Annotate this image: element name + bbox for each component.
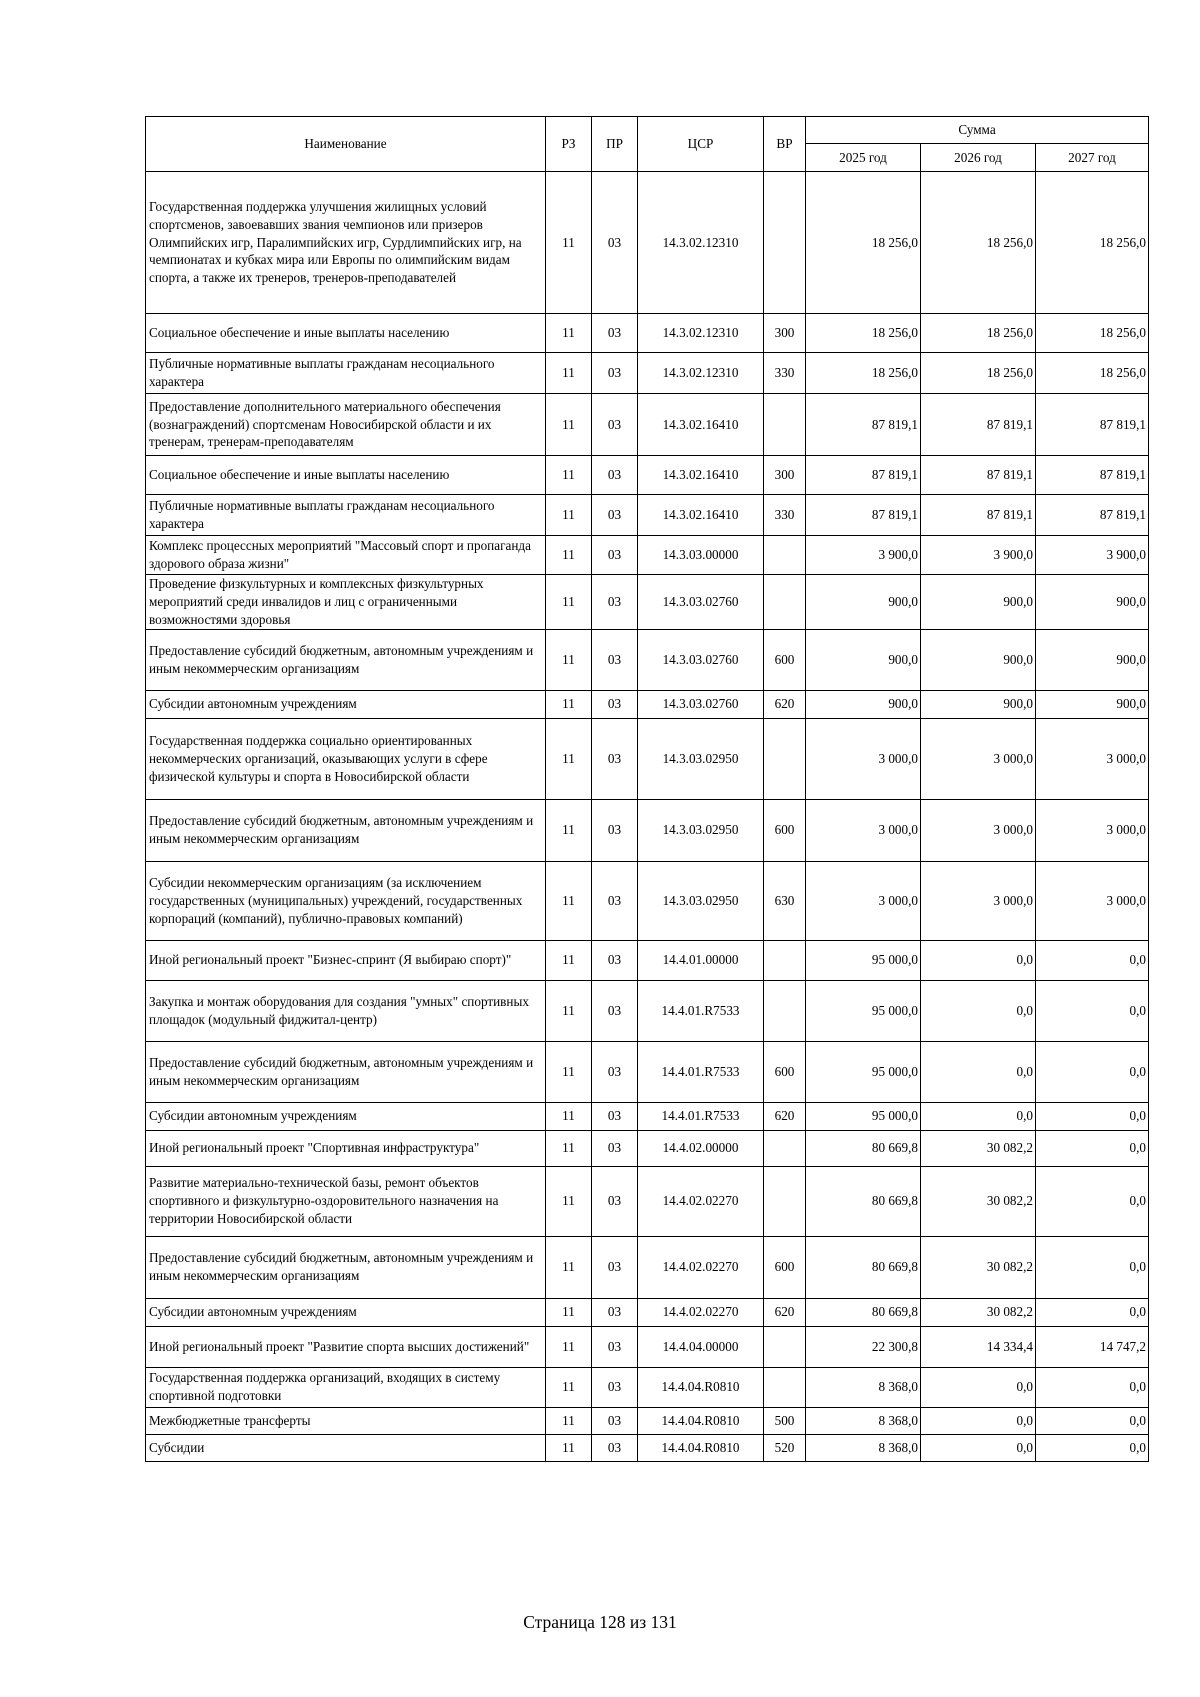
row-vr: 600: [764, 1041, 806, 1102]
col-header-2025: 2025 год: [806, 144, 921, 172]
table-row: [146, 980, 1149, 1041]
col-header-csr: ЦСР: [638, 117, 764, 172]
row-sum-2025: 95 000,0: [806, 980, 921, 1041]
row-name: Социальное обеспечение и иные выплаты населению: [146, 314, 546, 353]
row-pr: 03: [592, 940, 638, 980]
row-name: Межбюджетные трансферты: [146, 1407, 546, 1434]
row-csr: 14.4.01.R7533: [638, 1041, 764, 1102]
row-sum-2027: 87 819,1: [1036, 394, 1149, 456]
row-name: Публичные нормативные выплаты гражданам несоциального характера: [146, 495, 546, 536]
row-sum-2027: 0,0: [1036, 1236, 1149, 1298]
row-rz: 11: [546, 1367, 592, 1407]
row-name: Государственная поддержка организаций, входящих в систему спортивной подготовки: [146, 1367, 546, 1407]
table-row: [146, 394, 1149, 456]
row-pr: 03: [592, 1367, 638, 1407]
row-sum-2027: 0,0: [1036, 1407, 1149, 1434]
col-header-pr: ПР: [592, 117, 638, 172]
row-sum-2026: 900,0: [921, 575, 1036, 630]
row-sum-2025: 900,0: [806, 575, 921, 630]
row-rz: 11: [546, 495, 592, 536]
row-pr: 03: [592, 353, 638, 394]
row-sum-2025: 87 819,1: [806, 495, 921, 536]
row-rz: 11: [546, 1434, 592, 1461]
row-pr: 03: [592, 1236, 638, 1298]
row-csr: 14.4.02.02270: [638, 1298, 764, 1326]
row-sum-2026: 0,0: [921, 1041, 1036, 1102]
row-rz: 11: [546, 314, 592, 353]
row-vr: [764, 1166, 806, 1236]
table-row: [146, 629, 1149, 690]
row-sum-2025: 18 256,0: [806, 172, 921, 314]
row-sum-2026: 3 000,0: [921, 718, 1036, 799]
row-sum-2026: 14 334,4: [921, 1326, 1036, 1367]
row-rz: 11: [546, 536, 592, 575]
row-sum-2025: 80 669,8: [806, 1298, 921, 1326]
row-sum-2027: 87 819,1: [1036, 495, 1149, 536]
row-csr: 14.3.03.02950: [638, 718, 764, 799]
row-csr: 14.3.03.02950: [638, 861, 764, 940]
row-sum-2025: 80 669,8: [806, 1130, 921, 1166]
row-vr: 620: [764, 1298, 806, 1326]
row-pr: 03: [592, 575, 638, 630]
row-vr: 300: [764, 456, 806, 495]
row-sum-2027: 900,0: [1036, 629, 1149, 690]
table-row: [146, 495, 1149, 536]
row-csr: 14.4.01.00000: [638, 940, 764, 980]
row-name: Иной региональный проект "Бизнес-спринт (Я выбираю спорт)": [146, 940, 546, 980]
row-rz: 11: [546, 1298, 592, 1326]
row-csr: 14.4.01.R7533: [638, 980, 764, 1041]
row-sum-2026: 30 082,2: [921, 1236, 1036, 1298]
row-csr: 14.3.03.02760: [638, 690, 764, 718]
row-sum-2026: 0,0: [921, 980, 1036, 1041]
row-sum-2027: 0,0: [1036, 1130, 1149, 1166]
row-csr: 14.3.02.12310: [638, 353, 764, 394]
row-sum-2027: 900,0: [1036, 575, 1149, 630]
row-csr: 14.3.02.12310: [638, 314, 764, 353]
row-pr: 03: [592, 980, 638, 1041]
row-rz: 11: [546, 1041, 592, 1102]
row-pr: 03: [592, 536, 638, 575]
row-csr: 14.3.03.02760: [638, 575, 764, 630]
row-sum-2027: 3 900,0: [1036, 536, 1149, 575]
row-name: Социальное обеспечение и иные выплаты населению: [146, 456, 546, 495]
row-csr: 14.3.02.12310: [638, 172, 764, 314]
row-name: Проведение физкультурных и комплексных физкультурных мероприятий среди инвалидов и лиц с ограниченными возможностями здоровья: [146, 575, 546, 630]
page-number: Страница 128 из 131: [523, 1612, 677, 1632]
row-sum-2026: 0,0: [921, 1367, 1036, 1407]
row-sum-2025: 18 256,0: [806, 353, 921, 394]
table-row: [146, 1326, 1149, 1367]
table-row: [146, 861, 1149, 940]
row-csr: 14.3.03.02950: [638, 799, 764, 861]
row-rz: 11: [546, 629, 592, 690]
row-vr: 520: [764, 1434, 806, 1461]
table-row: [146, 1298, 1149, 1326]
row-name: Публичные нормативные выплаты гражданам несоциального характера: [146, 353, 546, 394]
row-name: Комплекс процессных мероприятий "Массовый спорт и пропаганда здорового образа жизни": [146, 536, 546, 575]
row-vr: [764, 575, 806, 630]
row-vr: 300: [764, 314, 806, 353]
row-sum-2027: 0,0: [1036, 1434, 1149, 1461]
row-pr: 03: [592, 690, 638, 718]
table-row: [146, 1166, 1149, 1236]
row-pr: 03: [592, 629, 638, 690]
row-sum-2026: 900,0: [921, 690, 1036, 718]
row-sum-2026: 3 000,0: [921, 799, 1036, 861]
row-sum-2027: 0,0: [1036, 1298, 1149, 1326]
row-rz: 11: [546, 456, 592, 495]
row-vr: [764, 718, 806, 799]
table-row: [146, 1102, 1149, 1130]
row-name: Государственная поддержка социально ориентированных некоммерческих организаций, оказывающих услуги в сфере физической культуры и спорта в Новосибирской области: [146, 718, 546, 799]
row-sum-2027: 18 256,0: [1036, 314, 1149, 353]
row-name: Предоставление субсидий бюджетным, автономным учреждениям и иным некоммерческим организациям: [146, 1041, 546, 1102]
row-rz: 11: [546, 1102, 592, 1130]
table-row: [146, 575, 1149, 630]
row-sum-2026: 18 256,0: [921, 172, 1036, 314]
row-sum-2025: 3 000,0: [806, 861, 921, 940]
col-header-sum: Сумма: [806, 117, 1149, 144]
row-csr: 14.4.01.R7533: [638, 1102, 764, 1130]
row-csr: 14.3.03.00000: [638, 536, 764, 575]
row-sum-2027: 14 747,2: [1036, 1326, 1149, 1367]
row-csr: 14.3.02.16410: [638, 456, 764, 495]
row-name: Субсидии автономным учреждениям: [146, 1298, 546, 1326]
row-sum-2027: 900,0: [1036, 690, 1149, 718]
row-csr: 14.4.04.R0810: [638, 1434, 764, 1461]
row-name: Иной региональный проект "Спортивная инфраструктура": [146, 1130, 546, 1166]
row-name: Государственная поддержка улучшения жилищных условий спортсменов, завоевавших звания чемпионов или призеров Олимпийских игр, Паралимпийских игр, Сурдлимпийских игр, на чемпионатах и кубках мира или Европы по олимпийским видам спорта, а также их тренеров, тренеров-преподавателей: [146, 172, 546, 314]
row-rz: 11: [546, 575, 592, 630]
row-rz: 11: [546, 980, 592, 1041]
row-pr: 03: [592, 718, 638, 799]
row-name: Предоставление дополнительного материального обеспечения (вознаграждений) спортсменам Новосибирской области и их тренерам, тренерам-преподавателям: [146, 394, 546, 456]
row-sum-2026: 0,0: [921, 1407, 1036, 1434]
table-row: [146, 1434, 1149, 1461]
row-sum-2027: 0,0: [1036, 980, 1149, 1041]
row-sum-2027: 0,0: [1036, 1166, 1149, 1236]
row-sum-2025: 900,0: [806, 629, 921, 690]
row-name: Предоставление субсидий бюджетным, автономным учреждениям и иным некоммерческим организациям: [146, 799, 546, 861]
row-rz: 11: [546, 353, 592, 394]
table-row: [146, 456, 1149, 495]
row-sum-2025: 8 368,0: [806, 1367, 921, 1407]
table-row: [146, 799, 1149, 861]
row-vr: [764, 172, 806, 314]
row-sum-2025: 3 000,0: [806, 718, 921, 799]
table-row: [146, 690, 1149, 718]
table-row: [146, 1130, 1149, 1166]
row-name: Предоставление субсидий бюджетным, автономным учреждениям и иным некоммерческим организациям: [146, 1236, 546, 1298]
table-row: [146, 1041, 1149, 1102]
row-vr: 620: [764, 1102, 806, 1130]
row-csr: 14.4.02.02270: [638, 1166, 764, 1236]
row-csr: 14.4.02.02270: [638, 1236, 764, 1298]
row-sum-2026: 0,0: [921, 1434, 1036, 1461]
table-row: [146, 172, 1149, 314]
row-pr: 03: [592, 1298, 638, 1326]
row-sum-2026: 0,0: [921, 1102, 1036, 1130]
row-rz: 11: [546, 1236, 592, 1298]
col-header-2026: 2026 год: [921, 144, 1036, 172]
row-sum-2027: 18 256,0: [1036, 172, 1149, 314]
row-name: Предоставление субсидий бюджетным, автономным учреждениям и иным некоммерческим организациям: [146, 629, 546, 690]
table-row: [146, 1236, 1149, 1298]
row-rz: 11: [546, 394, 592, 456]
row-sum-2026: 0,0: [921, 940, 1036, 980]
row-pr: 03: [592, 1326, 638, 1367]
row-rz: 11: [546, 799, 592, 861]
row-vr: 330: [764, 495, 806, 536]
row-csr: 14.3.02.16410: [638, 394, 764, 456]
row-sum-2025: 80 669,8: [806, 1166, 921, 1236]
row-vr: 600: [764, 629, 806, 690]
row-sum-2027: 0,0: [1036, 1041, 1149, 1102]
row-vr: 630: [764, 861, 806, 940]
col-header-vr: ВР: [764, 117, 806, 172]
row-sum-2027: 3 000,0: [1036, 799, 1149, 861]
row-pr: 03: [592, 1041, 638, 1102]
table-row: [146, 353, 1149, 394]
table-row: [146, 940, 1149, 980]
row-rz: 11: [546, 172, 592, 314]
row-sum-2026: 87 819,1: [921, 456, 1036, 495]
row-vr: 600: [764, 799, 806, 861]
row-pr: 03: [592, 799, 638, 861]
row-csr: 14.4.04.00000: [638, 1326, 764, 1367]
row-pr: 03: [592, 1166, 638, 1236]
col-header-2027: 2027 год: [1036, 144, 1149, 172]
row-rz: 11: [546, 1166, 592, 1236]
row-pr: 03: [592, 1102, 638, 1130]
col-header-name: Наименование: [146, 117, 546, 172]
row-sum-2026: 87 819,1: [921, 495, 1036, 536]
row-pr: 03: [592, 1130, 638, 1166]
row-rz: 11: [546, 861, 592, 940]
row-vr: 330: [764, 353, 806, 394]
row-rz: 11: [546, 1407, 592, 1434]
row-sum-2025: 22 300,8: [806, 1326, 921, 1367]
row-pr: 03: [592, 1434, 638, 1461]
row-vr: [764, 1326, 806, 1367]
row-sum-2027: 87 819,1: [1036, 456, 1149, 495]
row-sum-2025: 87 819,1: [806, 456, 921, 495]
row-rz: 11: [546, 940, 592, 980]
row-rz: 11: [546, 690, 592, 718]
row-csr: 14.3.02.16410: [638, 495, 764, 536]
row-csr: 14.4.04.R0810: [638, 1367, 764, 1407]
row-pr: 03: [592, 314, 638, 353]
col-header-rz: РЗ: [546, 117, 592, 172]
row-pr: 03: [592, 495, 638, 536]
row-sum-2026: 3 000,0: [921, 861, 1036, 940]
row-sum-2027: 0,0: [1036, 1102, 1149, 1130]
row-sum-2026: 30 082,2: [921, 1166, 1036, 1236]
row-sum-2025: 3 900,0: [806, 536, 921, 575]
row-name: Развитие материально-технической базы, ремонт объектов спортивного и физкультурно-оздоровительного назначения на территории Новосибирской области: [146, 1166, 546, 1236]
row-pr: 03: [592, 394, 638, 456]
row-sum-2026: 900,0: [921, 629, 1036, 690]
row-name: Иной региональный проект "Развитие спорта высших достижений": [146, 1326, 546, 1367]
row-sum-2025: 900,0: [806, 690, 921, 718]
row-sum-2026: 30 082,2: [921, 1298, 1036, 1326]
row-pr: 03: [592, 861, 638, 940]
row-rz: 11: [546, 718, 592, 799]
row-vr: [764, 394, 806, 456]
row-pr: 03: [592, 172, 638, 314]
row-name: Субсидии некоммерческим организациям (за исключением государственных (муниципальных) учреждений, государственных корпораций (компаний), публично-правовых компаний): [146, 861, 546, 940]
row-sum-2025: 3 000,0: [806, 799, 921, 861]
row-sum-2026: 30 082,2: [921, 1130, 1036, 1166]
row-pr: 03: [592, 456, 638, 495]
row-vr: [764, 536, 806, 575]
table-body: [146, 172, 1149, 1462]
row-sum-2025: 95 000,0: [806, 1041, 921, 1102]
row-rz: 11: [546, 1326, 592, 1367]
row-rz: 11: [546, 1130, 592, 1166]
row-sum-2026: 87 819,1: [921, 394, 1036, 456]
row-sum-2025: 18 256,0: [806, 314, 921, 353]
table-row: [146, 314, 1149, 353]
row-sum-2027: 3 000,0: [1036, 861, 1149, 940]
row-sum-2025: 95 000,0: [806, 1102, 921, 1130]
row-vr: 600: [764, 1236, 806, 1298]
row-pr: 03: [592, 1407, 638, 1434]
table-row: [146, 536, 1149, 575]
row-sum-2025: 87 819,1: [806, 394, 921, 456]
row-sum-2025: 95 000,0: [806, 940, 921, 980]
row-vr: [764, 980, 806, 1041]
row-vr: [764, 1367, 806, 1407]
row-vr: [764, 1130, 806, 1166]
row-vr: 620: [764, 690, 806, 718]
row-sum-2027: 18 256,0: [1036, 353, 1149, 394]
row-name: Закупка и монтаж оборудования для создания "умных" спортивных площадок (модульный фиджитал-центр): [146, 980, 546, 1041]
row-name: Субсидии автономным учреждениям: [146, 1102, 546, 1130]
row-sum-2026: 3 900,0: [921, 536, 1036, 575]
table-row: [146, 718, 1149, 799]
row-sum-2027: 0,0: [1036, 1367, 1149, 1407]
row-sum-2026: 18 256,0: [921, 353, 1036, 394]
row-sum-2026: 18 256,0: [921, 314, 1036, 353]
row-csr: 14.4.02.00000: [638, 1130, 764, 1166]
row-sum-2027: 3 000,0: [1036, 718, 1149, 799]
row-sum-2025: 8 368,0: [806, 1434, 921, 1461]
row-name: Субсидии автономным учреждениям: [146, 690, 546, 718]
row-sum-2025: 8 368,0: [806, 1407, 921, 1434]
header-row-top: [146, 117, 1149, 144]
budget-table: [145, 116, 1149, 1462]
row-vr: [764, 940, 806, 980]
row-csr: 14.3.03.02760: [638, 629, 764, 690]
table-row: [146, 1367, 1149, 1407]
row-sum-2025: 80 669,8: [806, 1236, 921, 1298]
table-row: [146, 1407, 1149, 1434]
row-sum-2027: 0,0: [1036, 940, 1149, 980]
row-vr: 500: [764, 1407, 806, 1434]
row-csr: 14.4.04.R0810: [638, 1407, 764, 1434]
row-name: Субсидии: [146, 1434, 546, 1461]
